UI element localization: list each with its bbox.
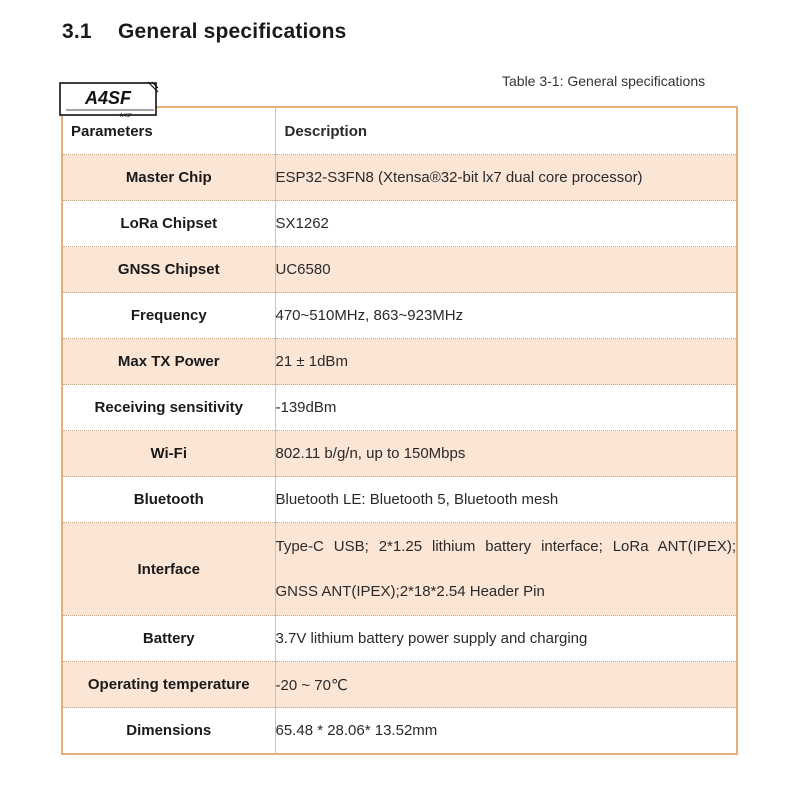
header-parameters: Parameters [62, 107, 275, 155]
param-cell: Operating temperature [62, 662, 275, 708]
spec-table [61, 106, 738, 755]
table-caption: Table 3-1: General specifications [502, 73, 706, 89]
table-row [62, 523, 737, 616]
table-row [62, 339, 737, 385]
svg-text:A4SF: A4SF [119, 113, 133, 118]
param-cell: Battery [62, 616, 275, 662]
desc-cell: Type-C USB; 2*1.25 lithium battery interface; LoRa ANT(IPEX); GNSS ANT(IPEX);2*18*2.54 Header Pin [275, 538, 736, 600]
desc-cell-wrap [275, 523, 737, 616]
param-cell: Max TX Power [62, 339, 275, 385]
table-header-row [62, 107, 737, 155]
param-cell: GNSS Chipset [62, 247, 275, 293]
svg-text:A4SF: A4SF [84, 88, 132, 108]
desc-cell: 802.11 b/g/n, up to 150Mbps [275, 431, 737, 477]
table-row [62, 385, 737, 431]
desc-cell: ESP32-S3FN8 (Xtensa®32-bit lx7 dual core processor) [275, 155, 737, 201]
param-cell: Dimensions [62, 708, 275, 755]
header-description: Description [275, 107, 737, 155]
table-row [62, 431, 737, 477]
desc-cell: Bluetooth LE: Bluetooth 5, Bluetooth mesh [275, 477, 737, 523]
desc-cell: 65.48 * 28.06* 13.52mm [275, 708, 737, 755]
section-title: General specifications [118, 20, 347, 43]
param-cell: Receiving sensitivity [62, 385, 275, 431]
table-row [62, 477, 737, 523]
desc-cell: 470~510MHz, 863~923MHz [275, 293, 737, 339]
table-row [62, 293, 737, 339]
watermark-logo [58, 80, 160, 118]
desc-cell: 3.7V lithium battery power supply and charging [275, 616, 737, 662]
desc-cell: -20 ~ 70℃ [275, 662, 737, 708]
section-number: 3.1 [62, 20, 92, 43]
section-heading [62, 20, 347, 44]
param-cell: Wi-Fi [62, 431, 275, 477]
desc-cell: SX1262 [275, 201, 737, 247]
table-row [62, 247, 737, 293]
desc-cell: UC6580 [275, 247, 737, 293]
desc-cell: 21 ± 1dBm [275, 339, 737, 385]
param-cell: Bluetooth [62, 477, 275, 523]
table-row [62, 616, 737, 662]
param-cell: Master Chip [62, 155, 275, 201]
table-row [62, 201, 737, 247]
table-row [62, 155, 737, 201]
param-cell: LoRa Chipset [62, 201, 275, 247]
table-row [62, 662, 737, 708]
param-cell: Frequency [62, 293, 275, 339]
table-row [62, 708, 737, 755]
param-cell: Interface [62, 523, 275, 616]
desc-cell: -139dBm [275, 385, 737, 431]
